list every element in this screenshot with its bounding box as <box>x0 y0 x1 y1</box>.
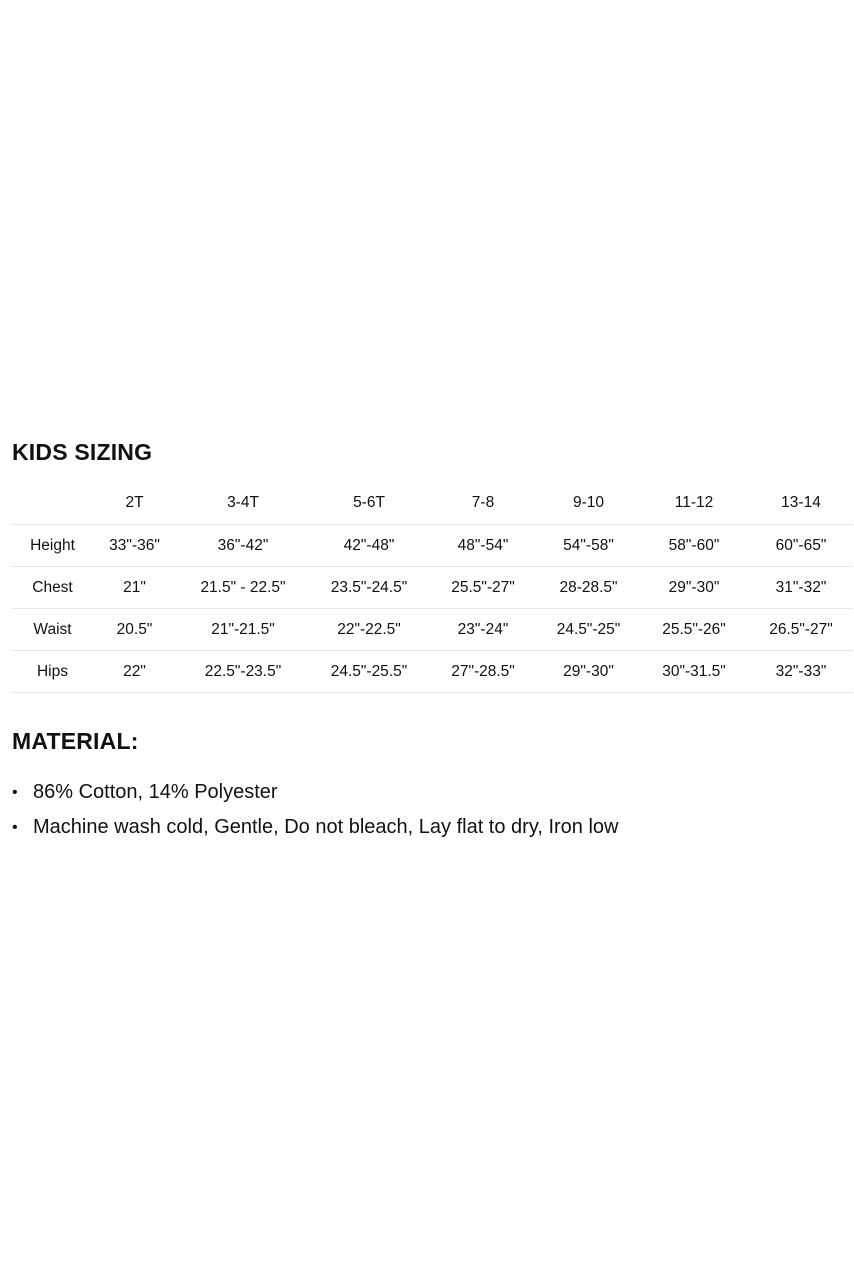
table-cell: 23"-24" <box>428 609 538 651</box>
table-cell: 20.5" <box>93 609 176 651</box>
material-heading: MATERIAL: <box>12 728 139 754</box>
row-label: Chest <box>12 567 93 609</box>
table-cell: 36"-42" <box>176 525 310 567</box>
row-label: Hips <box>12 651 93 693</box>
table-cell: 21.5" - 22.5" <box>176 567 310 609</box>
header-size-13-14: 13-14 <box>749 482 853 525</box>
product-details <box>12 432 853 845</box>
header-size-11-12: 11-12 <box>639 482 749 525</box>
bullet-icon: • <box>12 819 18 836</box>
table-row-chest <box>12 567 853 609</box>
table-cell: 22.5"-23.5" <box>176 651 310 693</box>
table-cell: 21" <box>93 567 176 609</box>
list-item <box>12 775 853 810</box>
table-cell: 26.5"-27" <box>749 609 853 651</box>
header-size-5-6t: 5-6T <box>310 482 428 525</box>
header-size-7-8: 7-8 <box>428 482 538 525</box>
header-size-9-10: 9-10 <box>538 482 639 525</box>
material-list <box>12 775 853 845</box>
size-chart-table <box>12 482 853 693</box>
table-row-hips <box>12 651 853 693</box>
table-cell: 28-28.5" <box>538 567 639 609</box>
material-item-text: 86% Cotton, 14% Polyester <box>33 781 278 803</box>
header-size-3-4t: 3-4T <box>176 482 310 525</box>
row-label: Waist <box>12 609 93 651</box>
table-cell: 21"-21.5" <box>176 609 310 651</box>
table-cell: 25.5"-26" <box>639 609 749 651</box>
table-cell: 27"-28.5" <box>428 651 538 693</box>
table-cell: 29"-30" <box>639 567 749 609</box>
table-cell: 23.5"-24.5" <box>310 567 428 609</box>
header-size-2t: 2T <box>93 482 176 525</box>
table-cell: 54"-58" <box>538 525 639 567</box>
table-cell: 32"-33" <box>749 651 853 693</box>
table-cell: 25.5"-27" <box>428 567 538 609</box>
table-row-waist <box>12 609 853 651</box>
table-cell: 42"-48" <box>310 525 428 567</box>
table-cell: 29"-30" <box>538 651 639 693</box>
table-row-height <box>12 525 853 567</box>
bullet-icon: • <box>12 784 18 801</box>
list-item <box>12 810 853 845</box>
table-cell: 31"-32" <box>749 567 853 609</box>
material-item-text: Machine wash cold, Gentle, Do not bleach, Lay flat to dry, Iron low <box>33 816 619 838</box>
kids-sizing-heading: KIDS SIZING <box>12 439 153 465</box>
table-cell: 22" <box>93 651 176 693</box>
table-cell: 30"-31.5" <box>639 651 749 693</box>
table-cell: 60"-65" <box>749 525 853 567</box>
table-cell: 24.5"-25" <box>538 609 639 651</box>
table-cell: 33"-36" <box>93 525 176 567</box>
table-cell: 58"-60" <box>639 525 749 567</box>
row-label: Height <box>12 525 93 567</box>
table-cell: 24.5"-25.5" <box>310 651 428 693</box>
table-cell: 22"-22.5" <box>310 609 428 651</box>
size-header-row <box>12 482 853 525</box>
header-corner <box>12 482 93 525</box>
table-cell: 48"-54" <box>428 525 538 567</box>
